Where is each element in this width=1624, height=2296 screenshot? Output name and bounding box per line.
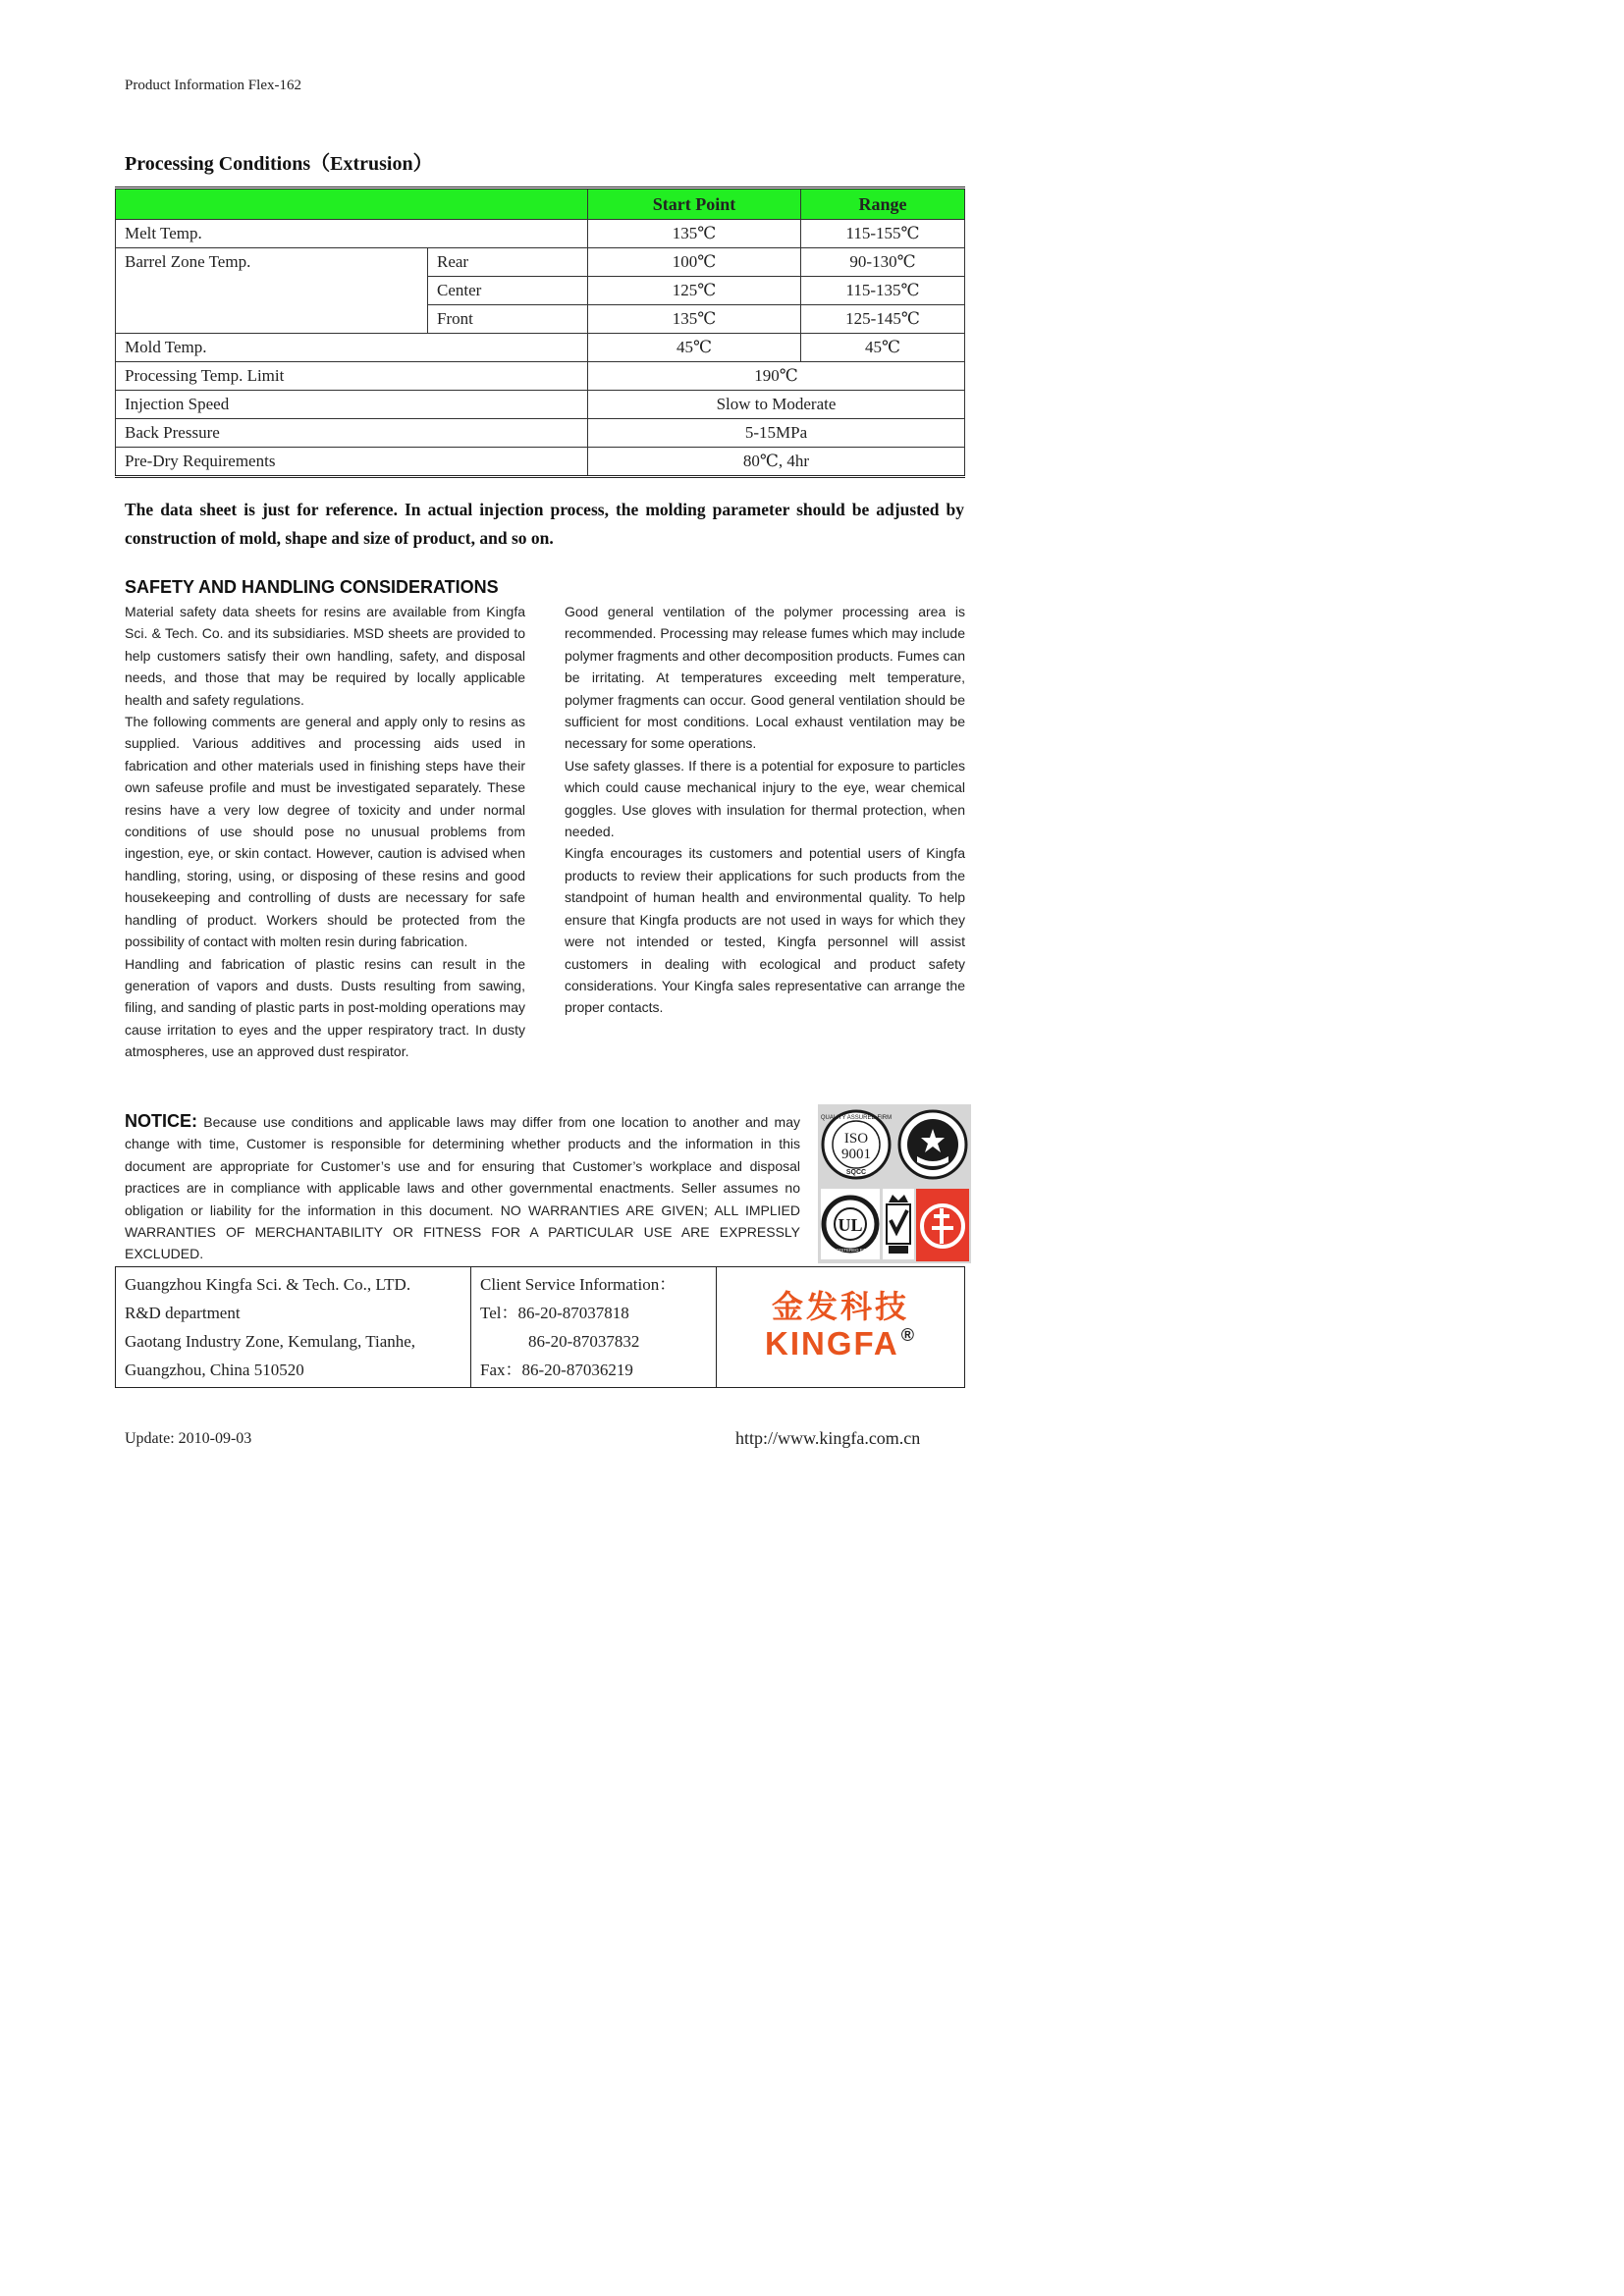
safety-paragraph: Use safety glasses. If there is a potential for exposure to particles which could cause mechanical injury to the eye, wear chemical goggles. Use gloves with insulation for thermal protection, when needed. bbox=[565, 757, 965, 840]
tel-label: Tel： bbox=[480, 1304, 518, 1322]
accreditation-seal-icon bbox=[897, 1107, 968, 1182]
department: R&D department bbox=[125, 1304, 241, 1322]
header-range: Range bbox=[801, 188, 965, 220]
website-link[interactable]: http://www.kingfa.com.cn bbox=[735, 1428, 921, 1448]
contact-info-table bbox=[115, 1266, 965, 1388]
notice-block bbox=[125, 1110, 800, 1265]
registered-mark: ® bbox=[900, 1324, 916, 1345]
iso-number: 9001 bbox=[841, 1147, 871, 1162]
section-title: Processing Conditions（Extrusion） bbox=[125, 153, 433, 175]
certification-logos bbox=[818, 1104, 971, 1263]
range-value: 125-145℃ bbox=[801, 305, 965, 334]
table-row bbox=[116, 448, 965, 477]
company-name: Guangzhou Kingfa Sci. & Tech. Co., LTD. bbox=[125, 1275, 411, 1294]
merged-value: 190℃ bbox=[588, 362, 965, 391]
fax-label: Fax： bbox=[480, 1361, 522, 1379]
range-value: 90-130℃ bbox=[801, 248, 965, 277]
safety-section-title: SAFETY AND HANDLING CONSIDERATIONS bbox=[125, 577, 499, 597]
row-label: Processing Temp. Limit bbox=[116, 362, 588, 391]
zone-label: Center bbox=[428, 277, 588, 305]
kingfa-logo-chinese: 金发科技 bbox=[771, 1288, 909, 1324]
notice-label: NOTICE: bbox=[125, 1111, 197, 1131]
kingfa-logo-english: KINGFA bbox=[765, 1324, 899, 1362]
table-row bbox=[116, 391, 965, 419]
row-label: Barrel Zone Temp. bbox=[116, 248, 428, 334]
company-cell bbox=[116, 1267, 471, 1388]
update-date: Update: 2010-09-03 bbox=[125, 1430, 252, 1447]
table-row bbox=[116, 362, 965, 391]
start-value: 125℃ bbox=[588, 277, 801, 305]
table-header-row bbox=[116, 188, 965, 220]
client-service-cell bbox=[471, 1267, 717, 1388]
start-value: 100℃ bbox=[588, 248, 801, 277]
merged-value: Slow to Moderate bbox=[588, 391, 965, 419]
range-value: 45℃ bbox=[801, 334, 965, 362]
china-quality-mark-icon bbox=[916, 1189, 969, 1261]
crown-quality-mark-icon bbox=[883, 1189, 914, 1259]
safety-left-column bbox=[125, 601, 525, 1063]
table-row bbox=[116, 334, 965, 362]
start-value: 135℃ bbox=[588, 305, 801, 334]
ul-ring-text: REGISTERED FIRM bbox=[830, 1248, 871, 1253]
ul-mark-icon bbox=[821, 1189, 880, 1259]
range-value: 115-135℃ bbox=[801, 277, 965, 305]
ul-label: UL bbox=[838, 1215, 863, 1235]
table-row bbox=[116, 419, 965, 448]
client-service-title: Client Service Information： bbox=[480, 1275, 677, 1294]
fax-number: 86-20-87036219 bbox=[521, 1361, 633, 1379]
range-value: 115-155℃ bbox=[801, 220, 965, 248]
safety-paragraph: Material safety data sheets for resins are available from Kingfa Sci. & Tech. Co. and its subsidiaries. MSD sheets are provided to help customers satisfy their own handling, safety, and disposal needs, and those that may be required by locally applicable health and safety regulations. bbox=[125, 604, 525, 708]
header-blank bbox=[116, 188, 588, 220]
reference-note: The data sheet is just for reference. In actual injection process, the molding parameter should be adjusted by construction of mold, shape and size of product, and so on. bbox=[125, 500, 964, 548]
table-row bbox=[116, 220, 965, 248]
row-label: Back Pressure bbox=[116, 419, 588, 448]
safety-paragraph: Kingfa encourages its customers and potential users of Kingfa products to review their applications for such products from the standpoint of human health and environmental quality. To help ensure that Kingfa products are not used in ways for which they were not intended or tested, Kingfa personnel will assist customers in dealing with ecological and product safety considerations. Your Kingfa sales representative can arrange the proper contacts. bbox=[565, 845, 965, 1016]
row-label: Mold Temp. bbox=[116, 334, 588, 362]
start-value: 135℃ bbox=[588, 220, 801, 248]
safety-right-column bbox=[565, 601, 965, 1019]
iso-label: ISO bbox=[843, 1131, 869, 1147]
kingfa-logo bbox=[717, 1267, 965, 1388]
address-line-1: Gaotang Industry Zone, Kemulang, Tianhe, bbox=[125, 1332, 416, 1351]
header-start-point: Start Point bbox=[588, 188, 801, 220]
product-info-header: Product Information Flex-162 bbox=[125, 78, 301, 93]
tel-number-1: 86-20-87037818 bbox=[517, 1304, 629, 1322]
address-line-2: Guangzhou, China 510520 bbox=[125, 1361, 304, 1379]
iso-9001-seal-icon bbox=[821, 1107, 892, 1182]
notice-text: Because use conditions and applicable laws may differ from one location to another and may change with time, Customer is responsible for determining whether products and the information in this document are appropriate for Customer’s use and for ensuring that Customer’s workplace and disposal practices are in compliance with applicable laws and other governmental enactments. Seller assumes no obligation or liability for the information in this document. NO WARRANTIES ARE GIVEN; ALL IMPLIED WARRANTIES OF MERCHANTABILITY OR FITNESS FOR A PARTICULAR USE ARE EXPRESSLY EXCLUDED. bbox=[125, 1114, 800, 1262]
zone-label: Rear bbox=[428, 248, 588, 277]
safety-paragraph: Good general ventilation of the polymer processing area is recommended. Processing may release fumes which may include polymer fragments and other decomposition products. Fumes can be irritating. At temperatures exceeding melt temperature, polymer fragments can occur. Good general ventilation should be sufficient for most conditions. Local exhaust ventilation may be necessary for some operations. bbox=[565, 604, 965, 752]
table-row bbox=[116, 248, 965, 277]
safety-paragraph: The following comments are general and apply only to resins as supplied. Various additives and processing aids used in fabrication and other materials used in finishing steps have their own safeuse profile and must be investigated separately. These resins have a very low degree of toxicity and under normal conditions of use should pose no unusual problems from ingestion, eye, or skin contact. However, caution is advised when handling, storing, using, or disposing of these resins and good housekeeping and controlling of dusts are necessary for safe handling of product. Workers should be protected from the possibility of contact with molten resin during fabrication. bbox=[125, 714, 525, 950]
row-label: Melt Temp. bbox=[116, 220, 588, 248]
start-value: 45℃ bbox=[588, 334, 801, 362]
zone-label: Front bbox=[428, 305, 588, 334]
iso-ring-text: QUALITY ASSURED FIRM bbox=[821, 1115, 892, 1121]
merged-value: 5-15MPa bbox=[588, 419, 965, 448]
safety-paragraph: Handling and fabrication of plastic resins can result in the generation of vapors and dusts. Dusts resulting from sawing, filing, and sanding of plastic parts in post-molding operations may cause irritation to eyes and the upper respiratory tract. In dusty atmospheres, use an approved dust respirator. bbox=[125, 955, 525, 1060]
row-label: Injection Speed bbox=[116, 391, 588, 419]
merged-value: 80℃, 4hr bbox=[588, 448, 965, 477]
tel-number-2: 86-20-87037832 bbox=[528, 1332, 640, 1351]
processing-conditions-table bbox=[115, 187, 965, 478]
row-label: Pre-Dry Requirements bbox=[116, 448, 588, 477]
iso-sqcc: SQCC bbox=[845, 1169, 867, 1176]
